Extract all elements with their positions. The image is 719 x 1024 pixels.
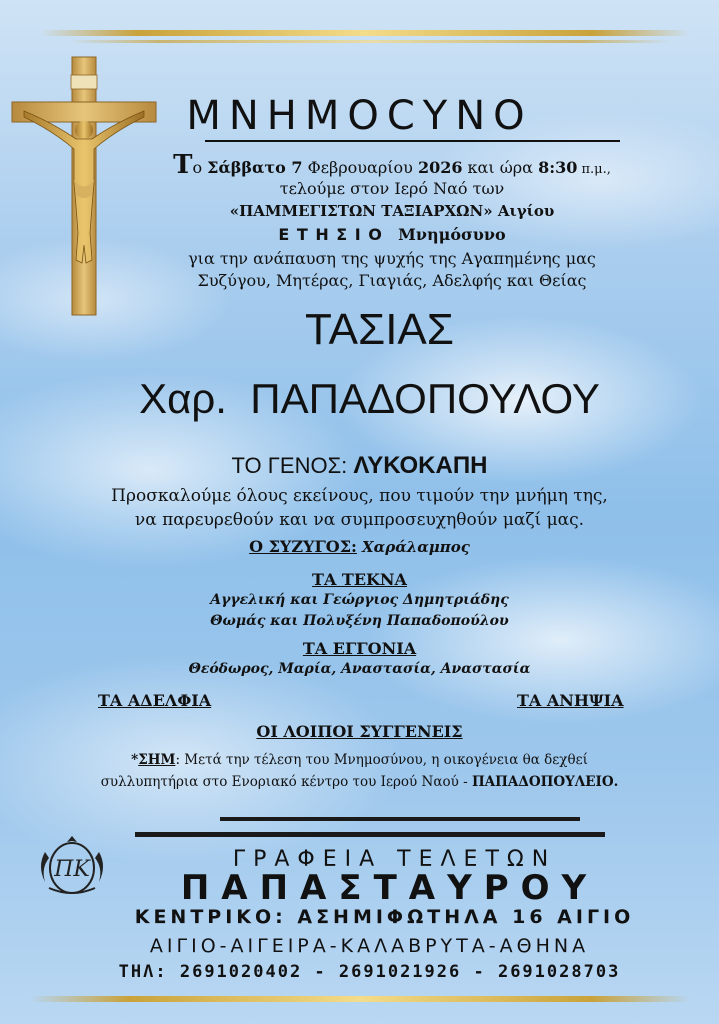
annual-label: Ε Τ Η Σ Ι Ο bbox=[278, 225, 383, 244]
top-gold-divider bbox=[40, 30, 690, 36]
spouse-line bbox=[0, 537, 719, 556]
grandchildren-names: Θεόδωρος, Μαρία, Αναστασία, Αναστασία bbox=[188, 661, 531, 677]
spouse-label: Ο ΣΥΖΥΓΟΣ: bbox=[249, 537, 357, 556]
title-underline bbox=[205, 140, 620, 142]
date-year: 2026 bbox=[417, 158, 463, 177]
note-line-1: *ΣΗΜ: Μετά την τέλεση του Μνημοσύνου, η οικογένεια θα δεχθεί bbox=[131, 752, 588, 768]
note-label: ΣΗΜ bbox=[138, 752, 176, 768]
maiden-label: ΤΟ ΓΕΝΟΣ: bbox=[231, 453, 348, 478]
logo-monogram: ΠΚ bbox=[54, 857, 90, 882]
invitation-line-1: Προσκαλούμε όλους εκείνους, που τιμούν την μνήμη της, bbox=[111, 486, 608, 506]
maiden-name-line bbox=[0, 452, 719, 480]
relatives-label: ΟΙ ΛΟΙΠΟΙ ΣΥΓΓΕΝΕΙΣ bbox=[256, 722, 463, 741]
memorial-label: Μνημόσυνο bbox=[398, 225, 506, 244]
church-name: «ΠΑΜΜΕΓΙΣΤΩΝ ΤΑΞΙΑΡΧΩΝ» Αιγίου bbox=[229, 202, 555, 220]
invitation-line-2: να παρευρεθούν και να συμπροσευχηθούν μαζί μας. bbox=[134, 510, 585, 530]
children-label: ΤΑ ΤΕΚΝΑ bbox=[312, 570, 407, 589]
time: 8:30 bbox=[538, 158, 578, 177]
children-line-1: Αγγελική και Γεώργιος Δημητριάδης bbox=[210, 592, 509, 608]
date-day: Σάββατο 7 bbox=[207, 158, 303, 177]
funeral-home-label: ΓΡΑΦΕΙΑ ΤΕΛΕΤΩΝ bbox=[232, 847, 557, 872]
date-line: Το Σάββατο 7 Φεβρουαρίου 2026 και ώρα 8:30 π.μ., bbox=[173, 150, 611, 180]
maiden-name: ΛΥΚΟΚΑΠΗ bbox=[353, 452, 488, 479]
footer-divider-2 bbox=[135, 832, 605, 837]
deceased-last-name: Χαρ. ΠΑΠΑΔΟΠΟΥΛΟΥ bbox=[139, 375, 600, 422]
dedication-line-1: για την ανάπαυση της ψυχής της Αγαπημένης μας bbox=[188, 249, 596, 268]
siblings-label: ΤΑ ΑΔΕΛΦΙΑ bbox=[98, 691, 212, 710]
spouse-name: Χαράλαμπος bbox=[362, 538, 470, 556]
memorial-type-line bbox=[65, 225, 719, 244]
footer-divider-1 bbox=[220, 817, 580, 821]
dedication-line-2: Συζύγου, Μητέρας, Γιαγιάς, Αδελφής και Θείας bbox=[197, 271, 587, 290]
page-title: ΜΝΗΜΟCΥΝΟ bbox=[186, 93, 533, 139]
hall-name: ΠΑΠΑΔΟΠΟΥΛΕΙΟ. bbox=[471, 774, 619, 790]
grandchildren-label: ΤΑ ΕΓΓΟΝΙΑ bbox=[302, 639, 417, 658]
funeral-home-name: ΠΑΠΑΣΤΑΥΡΟΥ bbox=[180, 868, 599, 908]
funeral-home-address: ΚΕΝΤΡΙΚΟ: ΑΣΗΜΙΦΩΤΗΛΑ 16 ΑΙΓΙΟ bbox=[134, 906, 635, 928]
church-intro-line: τελούμε στον Ιερό Ναό των bbox=[279, 179, 505, 198]
deceased-first-name: ΤΑΣΙΑΣ bbox=[305, 305, 454, 354]
funeral-home-phones: ΤΗΛ: 2691020402 - 2691021926 - 2691028703 bbox=[118, 962, 621, 982]
bottom-gold-divider bbox=[30, 996, 690, 1002]
top-gold-divider-2 bbox=[70, 40, 670, 43]
drop-cap: Τ bbox=[173, 150, 193, 180]
children-line-2: Θωμάς και Πολυξένη Παπαδοπούλου bbox=[210, 613, 509, 629]
nephews-label: ΤΑ ΑΝΗΨΙΑ bbox=[517, 691, 624, 710]
note-line-2: συλλυπητήρια στο Ενοριακό κέντρο του Ιερού Ναού - ΠΑΠΑΔΟΠΟΥΛΕΙΟ. bbox=[100, 774, 619, 790]
funeral-home-locations: ΑΙΓΙΟ-ΑΙΓΕΙΡΑ-ΚΑΛΑΒΡΥΤΑ-ΑΘΗΝΑ bbox=[149, 935, 590, 957]
